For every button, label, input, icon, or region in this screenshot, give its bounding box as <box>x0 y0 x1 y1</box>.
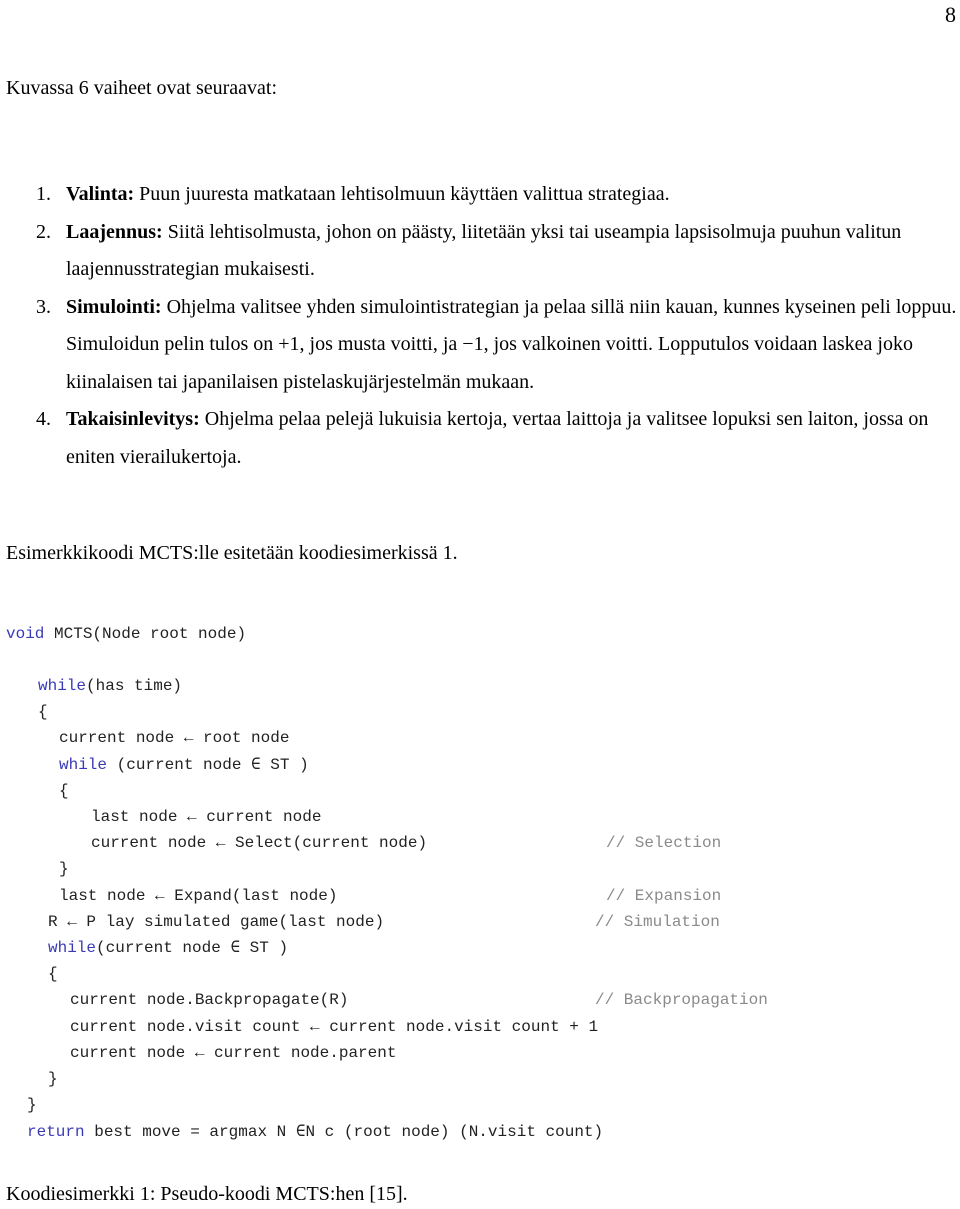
step-text: Siitä lehtisolmusta, johon on päästy, liitetään yksi tai useampia lapsisolmuja puuhun valitun laajennusstrategian mukaisesti. <box>66 220 902 280</box>
code-text: current node.Backpropagate(R) <box>70 991 349 1009</box>
code-text: { <box>59 782 69 800</box>
code-text: MCTS(Node root node) <box>44 625 247 643</box>
code-text: best move = argmax N ∈N c (root node) (N.visit count) <box>84 1123 604 1141</box>
step-term: Simulointi: <box>66 295 162 318</box>
step-term: Valinta: <box>66 183 135 205</box>
step-text: Ohjelma pelaa pelejä lukuisia kertoja, vertaa laittoja ja valitsee lopuksi sen laiton, jossa on eniten vierailukertoja. <box>66 408 929 468</box>
code-line <box>91 805 321 829</box>
code-text: current node.visit count ← current node.visit count + 1 <box>70 1018 599 1036</box>
code-text: } <box>59 860 69 878</box>
code-caption: Koodiesimerkki 1: Pseudo-koodi MCTS:hen [15]. <box>6 1183 408 1205</box>
step-item <box>6 214 958 289</box>
code-line <box>59 753 309 777</box>
step-number: 1. <box>36 183 51 205</box>
code-line <box>48 962 58 986</box>
code-line <box>27 1120 603 1144</box>
code-line <box>70 1041 396 1065</box>
code-line <box>59 779 69 803</box>
code-line <box>48 910 720 934</box>
step-item <box>6 176 958 214</box>
code-keyword: while <box>38 677 87 695</box>
code-line <box>48 936 288 960</box>
code-text: (has time) <box>86 677 183 695</box>
code-line <box>70 988 768 1012</box>
intro-paragraph: Kuvassa 6 vaiheet ovat seuraavat: <box>6 77 278 99</box>
code-text: current node ← root node <box>59 729 290 747</box>
code-example-intro: Esimerkkikoodi MCTS:lle esitetään koodiesimerkissä 1. <box>6 542 458 564</box>
code-line <box>38 700 48 724</box>
code-text: } <box>27 1096 37 1114</box>
code-keyword: while <box>48 939 97 957</box>
code-line <box>59 857 69 881</box>
code-text: R ← P lay simulated game(last node) <box>48 913 385 931</box>
page-number: 8 <box>945 2 956 27</box>
code-line <box>6 622 246 646</box>
code-text: current node ← Select(current node) <box>91 834 428 852</box>
code-text: { <box>48 965 58 983</box>
code-text: } <box>48 1070 58 1088</box>
step-term: Laajennus: <box>66 220 163 243</box>
code-line <box>91 831 722 855</box>
code-comment: // Backpropagation <box>595 991 768 1009</box>
code-line <box>48 1067 58 1091</box>
code-line <box>59 884 722 908</box>
step-text: Puun juuresta matkataan lehtisolmuun käyttäen valittua strategiaa. <box>134 183 670 205</box>
code-text: { <box>38 703 48 721</box>
code-keyword: return <box>27 1123 85 1141</box>
code-line <box>70 1015 598 1039</box>
step-number: 3. <box>36 295 51 318</box>
code-comment: // Simulation <box>595 913 720 931</box>
step-item <box>6 401 958 476</box>
step-list <box>6 176 958 476</box>
code-keyword: void <box>6 625 45 643</box>
code-line <box>59 726 289 750</box>
code-line <box>38 674 182 698</box>
code-text: (current node ∈ ST ) <box>96 939 289 957</box>
step-number: 2. <box>36 220 51 243</box>
code-text: (current node ∈ ST ) <box>107 756 309 774</box>
step-term: Takaisinlevitys: <box>66 408 200 430</box>
step-item <box>6 289 958 402</box>
code-text: current node ← current node.parent <box>70 1044 397 1062</box>
step-text: Ohjelma valitsee yhden simulointistrategian ja pelaa sillä niin kauan, kunnes kyseinen peli loppuu. Simuloidun pelin tulos on +1, jos musta voitti, ja −1, jos valkoinen voitti. Lopputulos voidaan laskea joko kiinalaisen tai japanilaisen pistelaskujärjestelmän mukaan. <box>66 295 957 393</box>
code-comment: // Expansion <box>606 887 722 905</box>
step-number: 4. <box>36 408 51 430</box>
code-text: last node ← Expand(last node) <box>59 887 338 905</box>
code-text: last node ← current node <box>91 808 322 826</box>
code-comment: // Selection <box>606 834 722 852</box>
code-line <box>27 1093 37 1117</box>
code-keyword: while <box>59 756 108 774</box>
